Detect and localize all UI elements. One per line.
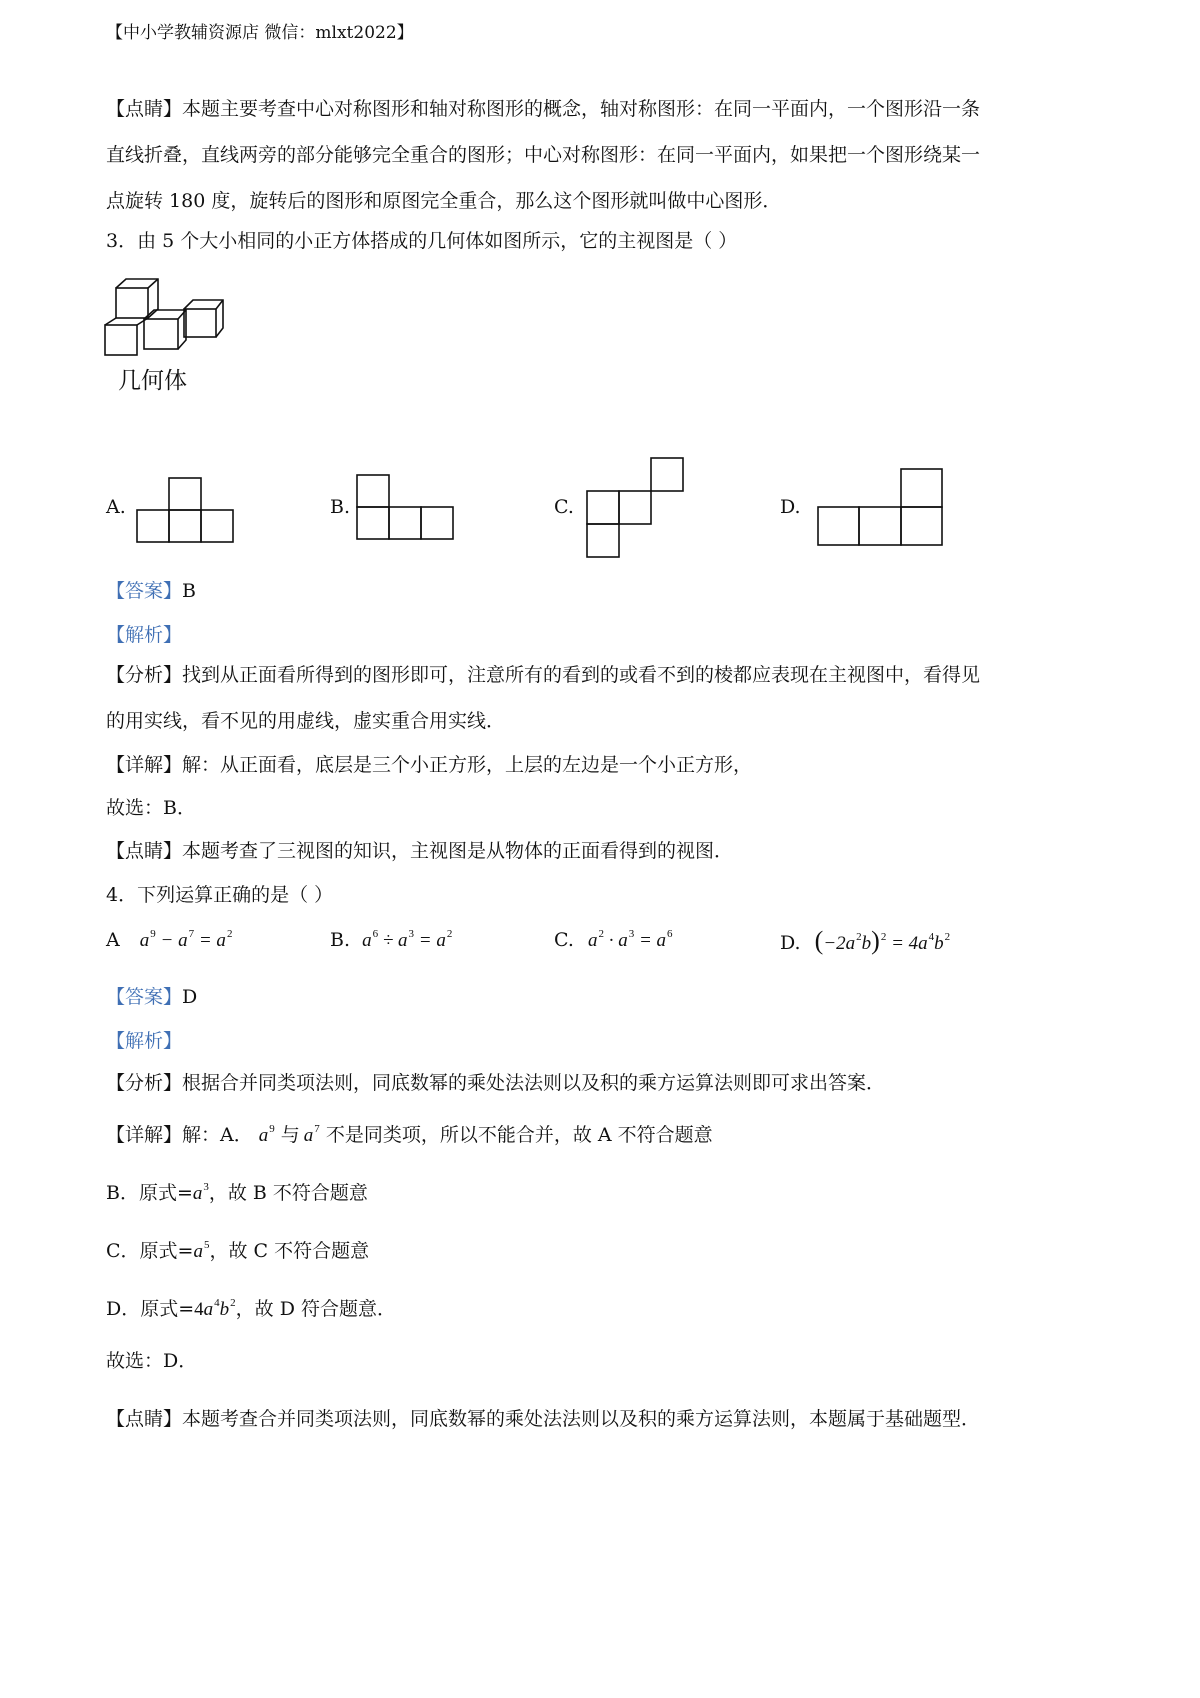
option-d-label: D.	[780, 496, 801, 518]
figure-caption: 几何体	[118, 368, 187, 394]
q4-answer	[106, 982, 197, 1009]
q4-line-d-result: $4a^4b^2$	[194, 1297, 236, 1320]
q3-answer	[106, 576, 196, 603]
q3-fenxi-line-1: 【分析】找到从正面看所得到的图形即可，注意所有的看到的或看不到的棱都应表现在主视图中，看得见	[106, 664, 981, 686]
q4-option-b-label: B.	[330, 929, 351, 951]
q4-line-b-prefix: B．原式=	[106, 1182, 193, 1204]
q4-option-a-formula: $a^9 - a^7 = a^2$	[139, 928, 233, 951]
q4-jiexi-tag: 【解析】	[106, 1030, 183, 1052]
q4-xiangjie-mid: 与	[280, 1124, 300, 1146]
q3-question: 3．由 5 个大小相同的小正方体搭成的几何体如图所示，它的主视图是（ ）	[106, 230, 738, 252]
q4-line-b-result: $a^3$	[192, 1181, 209, 1204]
q4-xiangjie-prefix: 【详解】解：A．	[106, 1124, 253, 1146]
q4-option-b-formula: $a^6 \div a^3 = a^2$	[362, 928, 453, 951]
answer-value: B	[182, 580, 196, 602]
q4-xiangjie-term-2: $a^7$	[303, 1123, 320, 1146]
answer-tag: 【答案】	[106, 986, 183, 1008]
q4-option-b	[330, 928, 452, 952]
q4-fenxi: 【分析】根据合并同类项法则，同底数幂的乘处法法则以及积的乘方运算法则即可求出答案．	[106, 1072, 886, 1094]
q4-line-c	[106, 1236, 369, 1263]
q4-line-d-suffix: ，故 D 符合题意．	[235, 1298, 396, 1320]
q3-xiangjie: 【详解】解：从正面看，底层是三个小正方形，上层的左边是一个小正方形，	[106, 754, 753, 776]
q3-guxuan: 故选：B．	[106, 797, 196, 819]
q3-dianjing: 【点睛】本题考查了三视图的知识，主视图是从物体的正面看得到的视图．	[106, 840, 734, 862]
option-d-figure	[816, 466, 946, 548]
option-c-figure	[585, 456, 687, 560]
q4-option-c	[554, 928, 673, 952]
q4-option-c-formula: $a^2 \cdot a^3 = a^6$	[587, 928, 673, 951]
answer-value: D	[182, 986, 198, 1008]
option-b-label: B.	[330, 496, 351, 518]
option-a-figure	[136, 476, 234, 544]
q4-line-c-suffix: ，故 C 不符合题意	[209, 1240, 370, 1262]
cube-stack-drawing	[100, 276, 235, 366]
q4-option-d	[780, 926, 950, 956]
q3-fenxi	[106, 652, 980, 744]
q2-dianjing-line-3: 点旋转 180 度，旋转后的图形和原图完全重合，那么这个图形就叫做中心图形．	[106, 190, 782, 212]
q4-option-d-formula: $(-2a^2b)^2 = 4a^4b^2$	[814, 926, 951, 955]
q4-guxuan: 故选：D．	[106, 1350, 198, 1372]
q4-option-a-label: A	[106, 929, 120, 951]
q4-line-b	[106, 1178, 368, 1205]
q2-dianjing-line-2: 直线折叠，直线两旁的部分能够完全重合的图形；中心对称图形：在同一平面内，如果把一个图形绕某一	[106, 144, 981, 166]
option-b-figure	[356, 472, 454, 542]
page-header: 【中小学教辅资源店 微信：mlxt2022】	[106, 23, 414, 43]
q4-line-d-prefix: D．原式=	[106, 1298, 195, 1320]
q3-jiexi-tag: 【解析】	[106, 624, 183, 646]
q4-xiangjie-suffix: 不是同类项，所以不能合并，故 A 不符合题意	[325, 1124, 713, 1146]
q4-option-d-label: D.	[780, 932, 801, 954]
q4-line-d	[106, 1294, 396, 1321]
q4-line-b-suffix: ，故 B 不符合题意	[208, 1182, 368, 1204]
option-c-label: C.	[554, 496, 574, 518]
q4-option-c-label: C.	[554, 929, 574, 951]
q3-fenxi-line-2: 的用实线，看不见的用虚线，虚实重合用实线．	[106, 710, 506, 732]
q4-line-c-prefix: C．原式=	[106, 1240, 194, 1262]
q4-line-c-result: $a^5$	[193, 1239, 210, 1262]
solid-figure	[100, 276, 235, 366]
q4-xiangjie-term-1: $a^9$	[258, 1123, 275, 1146]
q2-dianjing	[106, 86, 980, 224]
answer-tag: 【答案】	[106, 580, 183, 602]
q4-dianjing: 【点睛】本题考查合并同类项法则，同底数幂的乘处法法则以及积的乘方运算法则，本题属于基础题型．	[106, 1408, 981, 1430]
q2-dianjing-line-1: 【点睛】本题主要考查中心对称图形和轴对称图形的概念，轴对称图形：在同一平面内，一个图形沿一条	[106, 98, 981, 120]
option-a-label: A.	[106, 496, 126, 518]
q4-option-a	[106, 928, 232, 952]
q4-question: 4．下列运算正确的是（ ）	[106, 884, 334, 906]
q4-xiangjie	[106, 1120, 713, 1147]
